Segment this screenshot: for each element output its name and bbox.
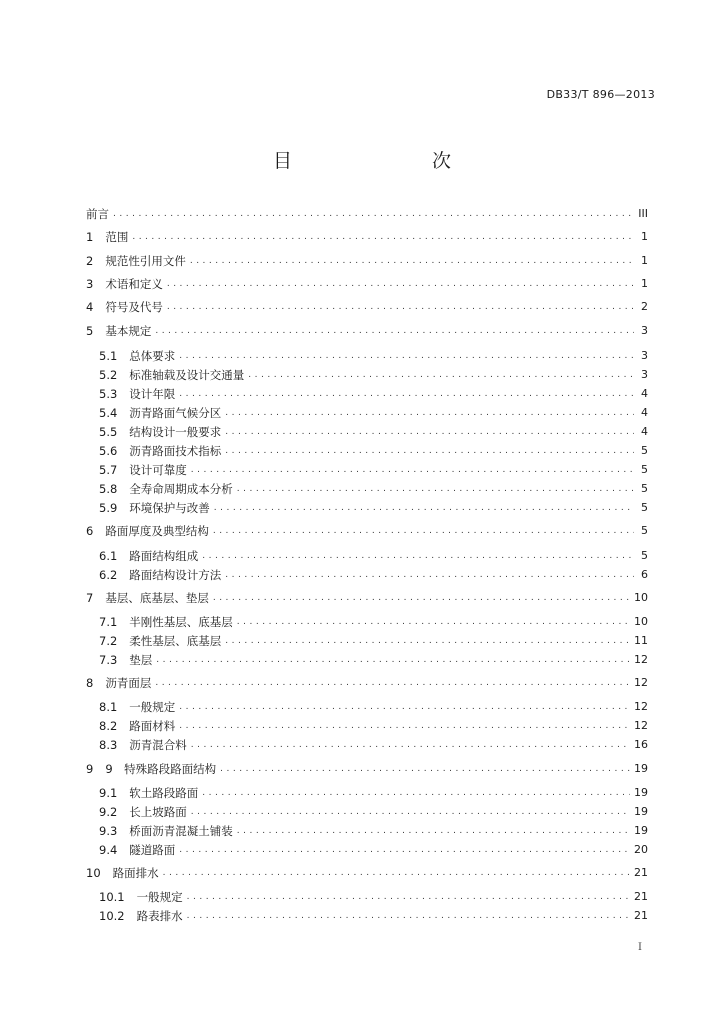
toc-entry-page: 16 — [634, 738, 648, 751]
toc-leader-dots — [191, 462, 634, 478]
toc-entry[interactable] — [86, 865, 648, 881]
toc-entry-title: 结构设计一般要求 — [129, 425, 222, 439]
toc-entry-title: 一般规定 — [129, 700, 176, 714]
toc-entry[interactable] — [99, 737, 648, 753]
toc-leader-dots — [155, 675, 630, 691]
toc-entry-number: 9.3 — [99, 824, 118, 838]
toc-entry[interactable] — [99, 567, 648, 583]
toc-entry-number: 9.4 — [99, 843, 118, 857]
toc-leader-dots — [156, 652, 630, 668]
toc-entry-page: 10 — [634, 615, 648, 628]
toc-entry-number: 9 — [86, 762, 94, 776]
toc-entry-number: 5.6 — [99, 444, 118, 458]
toc-entry-page: 21 — [634, 866, 648, 879]
toc-entry-number: 5.2 — [99, 368, 118, 382]
page-title: 目 次 — [272, 150, 485, 172]
toc-leader-dots — [132, 229, 634, 245]
toc-entry-number: 6 — [86, 524, 94, 538]
toc-entry-number: 5.9 — [99, 501, 118, 515]
toc-entry[interactable] — [99, 348, 648, 364]
toc-entry-page: 5 — [641, 549, 648, 562]
toc-leader-dots — [191, 804, 630, 820]
toc-entry[interactable] — [99, 633, 648, 649]
toc-leader-dots — [202, 548, 634, 564]
toc-entry-number: 9.2 — [99, 805, 118, 819]
toc-entry-page: 12 — [634, 676, 648, 689]
toc-entry-page: 5 — [641, 482, 648, 495]
toc-entry[interactable] — [99, 367, 648, 383]
toc-entry[interactable] — [86, 229, 648, 245]
toc-entry-page: 4 — [641, 406, 648, 419]
toc-leader-dots — [248, 367, 634, 383]
toc-entry-number: 8 — [86, 676, 94, 690]
toc-entry[interactable] — [99, 405, 648, 421]
toc-entry-title: 路面结构设计方法 — [129, 568, 222, 582]
toc-leader-dots — [167, 276, 634, 292]
toc-leader-dots — [179, 348, 634, 364]
toc-entry-page: 12 — [634, 700, 648, 713]
toc-entry-page: 6 — [641, 568, 648, 581]
toc-entry-page: 21 — [634, 909, 648, 922]
toc-entry-page: 12 — [634, 719, 648, 732]
toc-entry-title: 前言 — [86, 207, 109, 221]
toc-entry[interactable] — [86, 276, 648, 292]
toc-entry-title: 9 特殊路段路面结构 — [105, 762, 217, 776]
toc-entry[interactable] — [99, 652, 648, 668]
toc-entry[interactable] — [86, 761, 648, 777]
toc-entry-title: 长上坡路面 — [129, 805, 187, 819]
toc-entry[interactable] — [99, 842, 648, 858]
toc-entry[interactable] — [99, 804, 648, 820]
toc-entry-page: 1 — [641, 277, 648, 290]
toc-entry-title: 路表排水 — [136, 909, 183, 923]
toc-leader-dots — [237, 823, 630, 839]
toc-leader-dots — [225, 443, 634, 459]
toc-entry-page: 3 — [641, 368, 648, 381]
toc-entry-number: 7.1 — [99, 615, 118, 629]
toc-entry-title: 柔性基层、底基层 — [129, 634, 222, 648]
toc-entry[interactable] — [86, 323, 648, 339]
toc-leader-dots — [225, 567, 634, 583]
toc-leader-dots — [179, 842, 630, 858]
toc-entry-page: 4 — [641, 425, 648, 438]
toc-entry-number: 5.7 — [99, 463, 118, 477]
toc-entry-number: 6.1 — [99, 549, 118, 563]
toc-entry-title: 符号及代号 — [105, 300, 163, 314]
toc-entry-page: 3 — [641, 349, 648, 362]
toc-entry-title: 设计年限 — [129, 387, 176, 401]
toc-entry-page: 11 — [634, 634, 648, 647]
toc-entry-page: 21 — [634, 890, 648, 903]
toc-entry-number: 5.1 — [99, 349, 118, 363]
toc-entry-title: 规范性引用文件 — [105, 254, 186, 268]
toc-entry-title: 全寿命周期成本分析 — [129, 482, 233, 496]
toc-entry-number: 5.8 — [99, 482, 118, 496]
toc-entry-number: 5.4 — [99, 406, 118, 420]
toc-entry-title: 一般规定 — [136, 890, 183, 904]
toc-entry-number: 10.1 — [99, 890, 125, 904]
toc-entry-title: 术语和定义 — [105, 277, 163, 291]
toc-entry-page: 10 — [634, 591, 648, 604]
toc-leader-dots — [202, 785, 630, 801]
toc-entry-title: 范围 — [105, 230, 129, 244]
toc-entry-number: 8.3 — [99, 738, 118, 752]
toc-entry-title: 沥青路面技术指标 — [129, 444, 222, 458]
toc-leader-dots — [225, 405, 634, 421]
toc-entry[interactable] — [99, 699, 648, 715]
toc-leader-dots — [237, 614, 630, 630]
toc-entry-title: 垫层 — [129, 653, 153, 667]
toc-entry-title: 总体要求 — [129, 349, 176, 363]
toc-entry[interactable] — [99, 823, 648, 839]
toc-entry-number: 1 — [86, 230, 94, 244]
toc-entry-page: 20 — [634, 843, 648, 856]
toc-entry-page: 4 — [641, 387, 648, 400]
toc-entry-number: 7 — [86, 591, 94, 605]
toc-entry[interactable] — [99, 718, 648, 734]
toc-leader-dots — [213, 523, 634, 539]
toc-entry-number: 10.2 — [99, 909, 125, 923]
toc-entry-title: 沥青混合料 — [129, 738, 187, 752]
toc-leader-dots — [237, 481, 634, 497]
toc-entry[interactable] — [86, 206, 648, 222]
toc-entry-title: 环境保护与改善 — [129, 501, 210, 515]
toc-entry-number: 5.3 — [99, 387, 118, 401]
toc-entry-title: 隧道路面 — [129, 843, 176, 857]
toc-entry-title: 路面排水 — [112, 866, 159, 880]
toc-leader-dots — [179, 699, 630, 715]
toc-entry-page: 12 — [634, 653, 648, 666]
toc-entry-number: 5.5 — [99, 425, 118, 439]
toc-entry[interactable] — [99, 443, 648, 459]
toc-leader-dots — [190, 253, 634, 269]
toc-entry-title: 沥青面层 — [105, 676, 152, 690]
toc-entry-number: 8.1 — [99, 700, 118, 714]
toc-entry-number: 10 — [86, 866, 101, 880]
toc-leader-dots — [214, 500, 634, 516]
toc-entry-page: 19 — [634, 824, 648, 837]
toc-entry-page: 19 — [634, 805, 648, 818]
toc-entry-title: 设计可靠度 — [129, 463, 187, 477]
toc-entry-title: 半刚性基层、底基层 — [129, 615, 233, 629]
toc-leader-dots — [225, 424, 634, 440]
toc-entry[interactable] — [99, 785, 648, 801]
toc-entry-title: 路面结构组成 — [129, 549, 199, 563]
toc-entry-number: 2 — [86, 254, 94, 268]
toc-leader-dots — [167, 299, 634, 315]
toc-entry-page: 2 — [641, 300, 648, 313]
toc-entry-page: 1 — [641, 254, 648, 267]
toc-entry-page: 5 — [641, 501, 648, 514]
toc-entry-number: 5 — [86, 324, 94, 338]
toc-entry-number: 9.1 — [99, 786, 118, 800]
toc-entry-page: 19 — [634, 786, 648, 799]
toc-entry[interactable] — [86, 299, 648, 315]
toc-entry-page: 5 — [641, 524, 648, 537]
toc-leader-dots — [179, 386, 634, 402]
toc-entry-title: 路面厚度及典型结构 — [105, 524, 209, 538]
toc-entry-title: 路面材料 — [129, 719, 176, 733]
toc-entry-number: 3 — [86, 277, 94, 291]
toc-entry-page: 5 — [641, 444, 648, 457]
toc-entry-number: 8.2 — [99, 719, 118, 733]
toc-entry[interactable] — [99, 548, 648, 564]
toc-leader-dots — [113, 206, 634, 222]
toc-leader-dots — [191, 737, 630, 753]
toc-leader-dots — [163, 865, 630, 881]
toc-leader-dots — [220, 761, 630, 777]
toc-entry-page: 19 — [634, 762, 648, 775]
toc-entry[interactable] — [86, 523, 648, 539]
toc-entry-title: 软土路段路面 — [129, 786, 199, 800]
toc-leader-dots — [225, 633, 630, 649]
toc-entry-title: 沥青路面气候分区 — [129, 406, 222, 420]
toc-entry-number: 6.2 — [99, 568, 118, 582]
toc-entry-title: 标准轴载及设计交通量 — [129, 368, 245, 382]
toc-entry[interactable] — [99, 614, 648, 630]
toc-entry[interactable] — [99, 908, 648, 924]
toc-entry[interactable] — [86, 590, 648, 606]
toc-entry-number: 4 — [86, 300, 94, 314]
toc-entry-page: 1 — [641, 230, 648, 243]
toc-entry[interactable] — [99, 424, 648, 440]
toc-leader-dots — [155, 323, 634, 339]
toc-leader-dots — [213, 590, 630, 606]
document-code: DB33/T 896—2013 — [546, 88, 655, 101]
toc-entry[interactable] — [99, 889, 648, 905]
toc-entry-title: 基本规定 — [105, 324, 152, 338]
toc-entry-number: 7.3 — [99, 653, 118, 667]
toc-entry[interactable] — [99, 386, 648, 402]
toc-leader-dots — [187, 889, 630, 905]
toc-entry-title: 桥面沥青混凝土铺装 — [129, 824, 233, 838]
toc-entry-number: 7.2 — [99, 634, 118, 648]
toc-entry[interactable] — [86, 253, 648, 269]
toc-leader-dots — [187, 908, 630, 924]
toc-entry-page: III — [638, 207, 648, 220]
toc-entry[interactable] — [86, 675, 648, 691]
toc-entry[interactable] — [99, 500, 648, 516]
page-number: I — [638, 942, 642, 953]
toc-leader-dots — [179, 718, 630, 734]
toc-entry[interactable] — [99, 481, 648, 497]
toc-entry[interactable] — [99, 462, 648, 478]
toc-entry-page: 3 — [641, 324, 648, 337]
toc-entry-title: 基层、底基层、垫层 — [105, 591, 209, 605]
toc-entry-page: 5 — [641, 463, 648, 476]
